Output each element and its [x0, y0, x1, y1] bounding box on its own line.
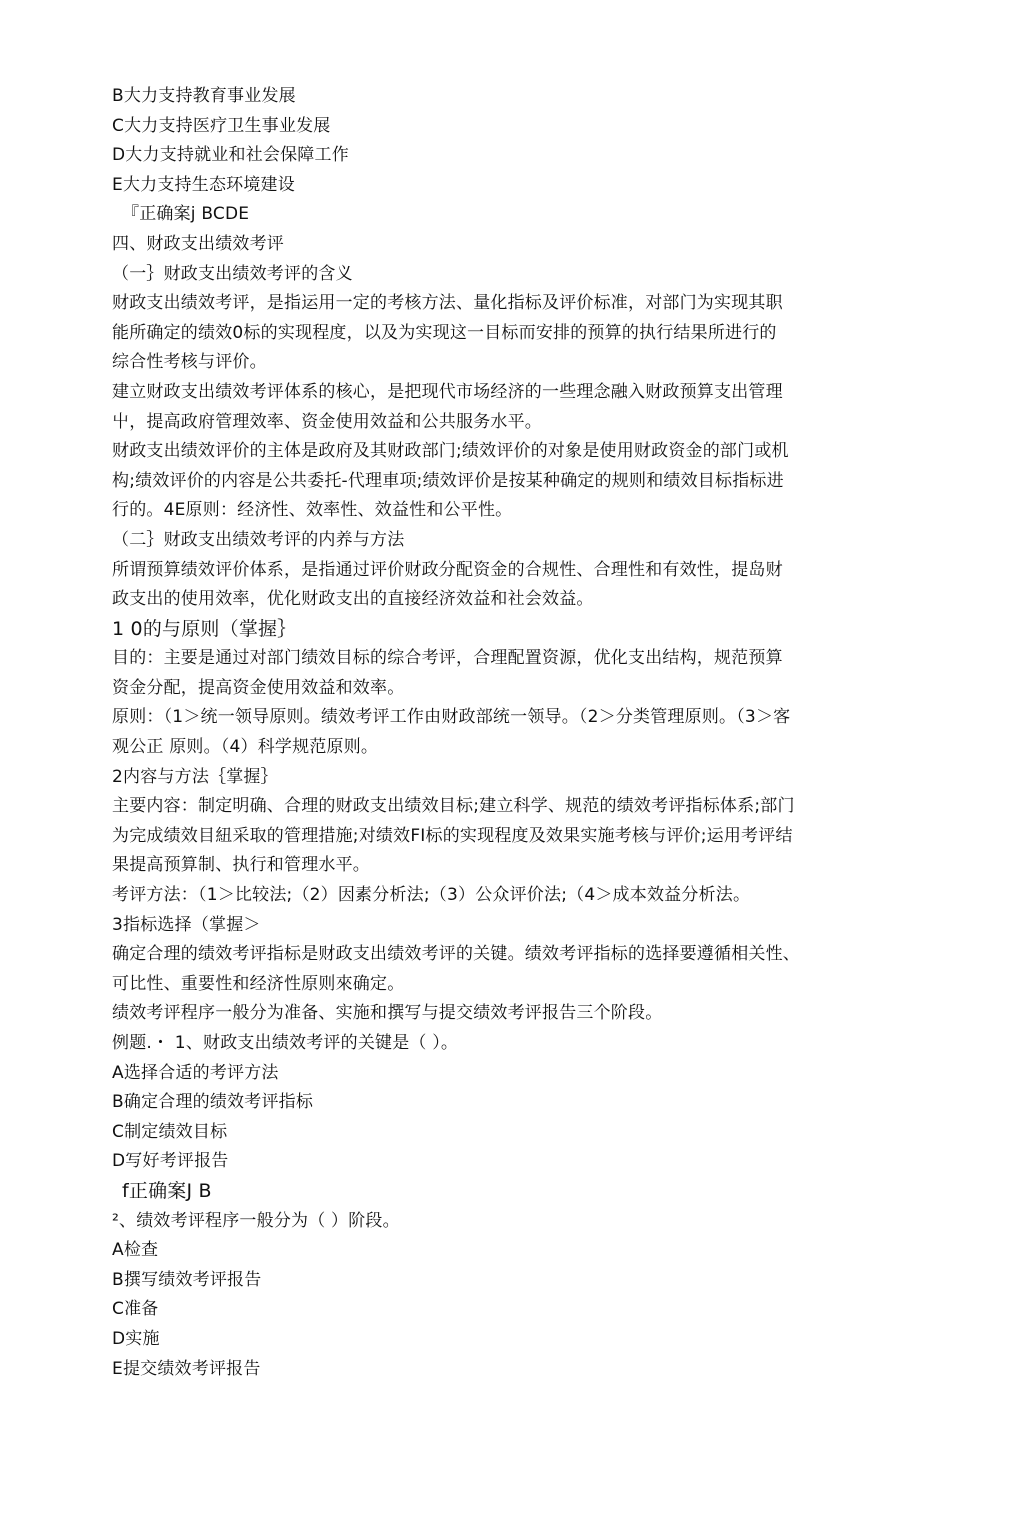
paragraph-line: 财政支出绩效评价的主体是政府及其财政部门;绩效评价的对象是使用财政资金的部门或机 — [112, 441, 789, 462]
paragraph-line: 绩效考评程序一般分为准备、实施和撰写与提交绩效考评报告三个阶段。 — [112, 1003, 663, 1024]
numbered-heading: 1 0的与原则（掌握｝ — [112, 617, 297, 640]
paragraph-line: 可比性、重要性和经济性原则來确定。 — [112, 973, 405, 994]
paragraph-line: 观公正 原则。（4）科学规范原则。 — [112, 737, 379, 758]
option-b: B大力支持教育事业发展 — [112, 86, 296, 106]
paragraph-line: 政支出的使用效率，优化财政支出的直接经济效益和社会效益。 — [112, 589, 594, 610]
paragraph-line: 果提高预算制、执行和管理水平。 — [112, 855, 370, 876]
paragraph-line: 所谓预算绩效评价体系，是指通过评价财政分配资金的合规性、合理性和有效性，提岛财 — [112, 559, 783, 580]
option-d: D实施 — [112, 1328, 160, 1349]
option-a: A选择合适的考评方法 — [112, 1062, 279, 1083]
answer-line: 『正确案j BCDE — [122, 204, 250, 225]
section-heading: 四、财政支出绩效考评 — [112, 233, 284, 254]
option-e: E提交绩效考评报告 — [112, 1358, 261, 1379]
paragraph-line: 财政支出绩效考评，是指运用一定的考核方法、量化指标及评价标准，对部门为实现其职 — [112, 293, 783, 314]
option-e: E大力支持生态环境建设 — [112, 174, 295, 195]
paragraph-line: 屮，提高政府管理效率、资金使用效益和公共服务水平。 — [112, 411, 542, 432]
option-b: B撰写绩效考评报告 — [112, 1269, 262, 1290]
paragraph-line: 主要内容：制定明确、合理的财政支出绩效目标;建立科学、规范的绩效考评指标体系;部门 — [112, 796, 795, 817]
paragraph-line: 考评方法：（1＞比较法;（2）因素分析法;（3）公众评价法;（4＞成本效益分析法。 — [112, 885, 751, 906]
subsection-heading: （一｝财政支出绩效考评的含义 — [112, 263, 353, 284]
paragraph-line: 综合性考核与评价。 — [112, 352, 267, 373]
example-question: 例题.・ 1、财政支出绩效考评的关键是（ ）。 — [112, 1033, 459, 1053]
answer-line: f正确案J B — [122, 1179, 212, 1202]
option-d: D写好考评报告 — [112, 1151, 229, 1172]
paragraph-line: 为完成绩效目紐采取的管理措施;对绩效FI标的实现程度及效果实施考核与评价;运用考评结 — [112, 825, 793, 846]
option-c: C制定绩效目标 — [112, 1121, 228, 1142]
option-d: D大力支持就业和社会保障工作 — [112, 145, 349, 166]
paragraph-line: 目的：主要是通过对部门绩效目标的综合考评，合理配置资源，优化支出结构，规范预算 — [112, 648, 783, 669]
option-c: C大力支持医疗卫生事业发展 — [112, 115, 331, 136]
paragraph-line: 构;绩效评价的内容是公共委托-代理車项;绩效评价是按某种确定的规则和绩效目标指标进 — [112, 470, 784, 491]
paragraph-line: 原则：（1＞统一领导原则。绩效考评工作由财政部统一领导。（2＞分类管理原则。（3＞客 — [112, 707, 791, 728]
paragraph-line: 行的。4E原则：经济性、效率性、效益性和公平性。 — [112, 500, 513, 521]
paragraph-line: 确定合理的绩效考评指标是财政支出绩效考评的关键。绩效考评指标的选择要遵循相关性、 — [112, 944, 800, 965]
option-c: C准备 — [112, 1299, 159, 1320]
option-a: A检查 — [112, 1240, 159, 1261]
example-question: ²、绩效考评程序一般分为（ ）阶段。 — [112, 1210, 400, 1231]
option-b: B确定合理的绩效考评指标 — [112, 1092, 314, 1113]
paragraph-line: 能所确定的绩效0标的实现程度，以及为实现这一目标而安排的预算的执行结果所进行的 — [112, 322, 777, 343]
document-body — [112, 82, 912, 1384]
subsection-heading: （二｝财政支出绩效考评的内养与方法 — [112, 529, 405, 550]
paragraph-line: 资金分配，提高资金使用效益和效率。 — [112, 677, 405, 698]
numbered-heading: 3指标选择（掌握＞ — [112, 914, 261, 935]
paragraph-line: 建立财政支出绩效考评体系的核心，是把现代市场经济的一些理念融入财政预算支出管理 — [112, 381, 783, 402]
numbered-heading: 2内容与方法｛掌握｝ — [112, 766, 278, 787]
